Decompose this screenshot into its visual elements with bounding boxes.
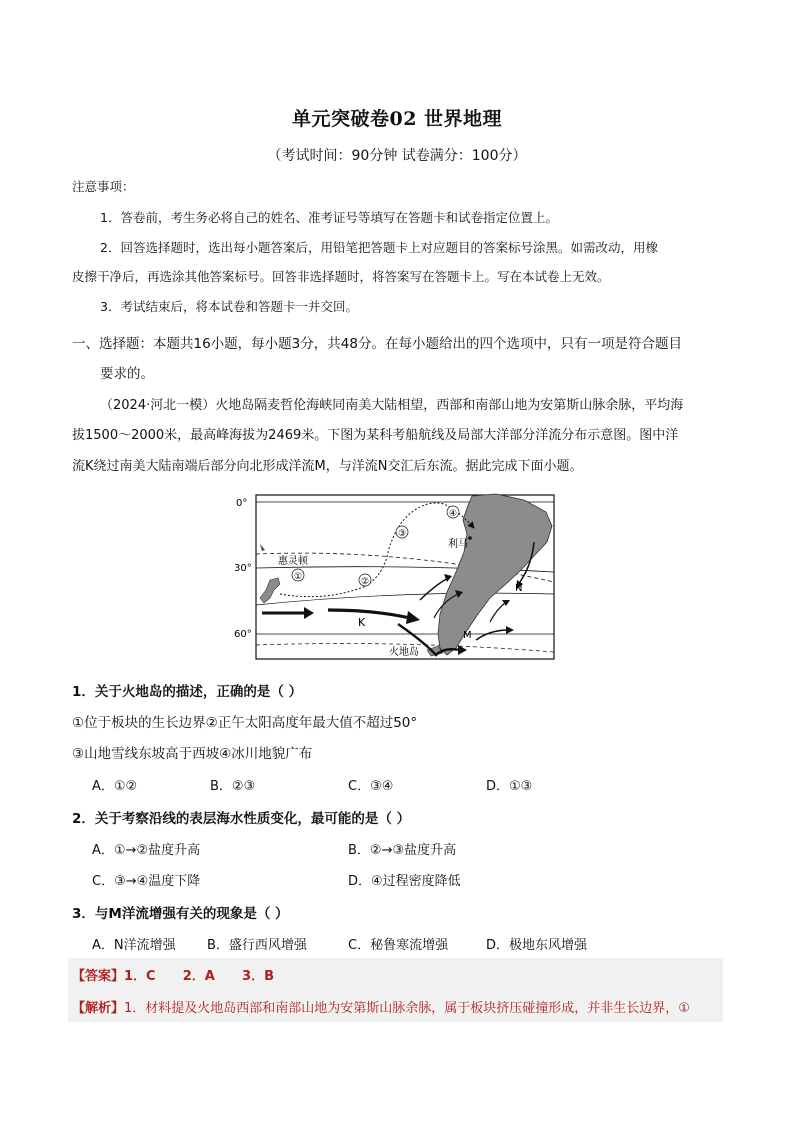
answer-line bbox=[72, 965, 274, 984]
notes-item-1: 1．答卷前，考生务必将自己的姓名、准考证号等填写在答题卡和试卷指定位置上。 bbox=[100, 210, 558, 225]
section-heading-cont: 要求的。 bbox=[100, 366, 154, 382]
question-1-statements-2: ③山地雪线东坡高于西坡④冰川地貌广布 bbox=[72, 746, 313, 762]
passage-line-3: 流K绕过南美大陆南端后部分向北形成洋流M，与洋流N交汇后东流。据此完成下面小题。 bbox=[72, 459, 583, 474]
tierra-del-fuego-label: 火地岛 bbox=[389, 647, 419, 658]
current-m-label: M bbox=[463, 630, 472, 641]
question-2-option-d[interactable]: D．④过程密度降低 bbox=[348, 874, 461, 889]
question-3-stem: 3．与M洋流增强有关的现象是（ ） bbox=[72, 906, 289, 922]
ocean-current-map bbox=[234, 490, 564, 665]
analysis-line bbox=[72, 997, 690, 1016]
notes-item-3: 3．考试结束后，将本试卷和答题卡一并交回。 bbox=[100, 299, 358, 314]
notes-item-2: 2．回答选择题时，选出每小题答案后，用铅笔把答题卡上对应题目的答案标号涂黑。如需改动，用橡 bbox=[100, 240, 658, 255]
question-1-option-a[interactable]: A．①② bbox=[92, 779, 138, 794]
answer-tag: 【答案】 bbox=[72, 969, 125, 984]
question-3-option-c[interactable]: C．秘鲁寒流增强 bbox=[348, 938, 449, 953]
lima-label: 利马 bbox=[448, 539, 468, 550]
question-2-option-b[interactable]: B．②→③盐度升高 bbox=[348, 843, 457, 858]
question-1-stem: 1．关于火地岛的描述，正确的是（ ） bbox=[72, 684, 303, 700]
question-2-stem: 2．关于考察沿线的表层海水性质变化，最可能的是（ ） bbox=[72, 811, 411, 827]
analysis-text: 1．材料提及火地岛西部和南部山地为安第斯山脉余脉，属于板块挤压碰撞形成，并非生长边界，① bbox=[124, 1001, 690, 1016]
passage-line-2: 拔1500～2000米，最高峰海拔为2469米。下图为某科考船航线及局部大洋部分洋流分布示意图。图中洋 bbox=[72, 428, 679, 443]
lat-label-0: 0° bbox=[236, 498, 248, 509]
svg-text:②: ② bbox=[360, 577, 370, 587]
question-1-option-b[interactable]: B．②③ bbox=[210, 779, 256, 794]
section-heading: 一、选择题：本题共16小题，每小题3分，共48分。在每小题给出的四个选项中，只有一项是符合题目 bbox=[72, 336, 682, 352]
current-n-label: N bbox=[515, 583, 523, 594]
analysis-tag: 【解析】 bbox=[72, 1001, 125, 1016]
question-3-option-b[interactable]: B．盛行西风增强 bbox=[207, 938, 307, 953]
notes-item-2-cont: 皮擦干净后，再选涂其他答案标号。回答非选择题时，将答案写在答题卡上。写在本试卷上无效。 bbox=[72, 269, 610, 284]
question-1-option-c[interactable]: C．③④ bbox=[348, 779, 394, 794]
answer-text: 1．C 2．A 3．B bbox=[124, 969, 274, 984]
lima-dot bbox=[468, 536, 472, 540]
passage-line-1: （2024·河北一模）火地岛隔麦哲伦海峡同南美大陆相望，西部和南部山地为安第斯山脉余脉，平均海 bbox=[100, 398, 684, 413]
lat-label-60: 60° bbox=[234, 629, 252, 640]
exam-info: （考试时间：90分钟 试卷满分：100分） bbox=[267, 148, 527, 164]
wellington-label: 惠灵顿 bbox=[278, 556, 308, 567]
svg-text:④: ④ bbox=[448, 509, 458, 519]
question-2-option-a[interactable]: A．①→②盐度升高 bbox=[92, 843, 201, 858]
current-k-label: K bbox=[358, 616, 366, 629]
page-title: 单元突破卷02 世界地理 bbox=[291, 108, 503, 130]
lat-label-30: 30° bbox=[234, 563, 252, 574]
question-2-option-c[interactable]: C．③→④温度下降 bbox=[92, 874, 201, 889]
svg-text:①: ① bbox=[293, 572, 303, 582]
question-3-option-d[interactable]: D．极地东风增强 bbox=[486, 938, 588, 953]
question-3-option-a[interactable]: A．N洋流增强 bbox=[92, 938, 176, 953]
question-1-statements-1: ①位于板块的生长边界②正午太阳高度年最大值不超过50° bbox=[72, 715, 418, 731]
notes-heading: 注意事项： bbox=[72, 179, 135, 194]
question-1-option-d[interactable]: D．①③ bbox=[486, 779, 533, 794]
svg-text:③: ③ bbox=[397, 529, 407, 539]
